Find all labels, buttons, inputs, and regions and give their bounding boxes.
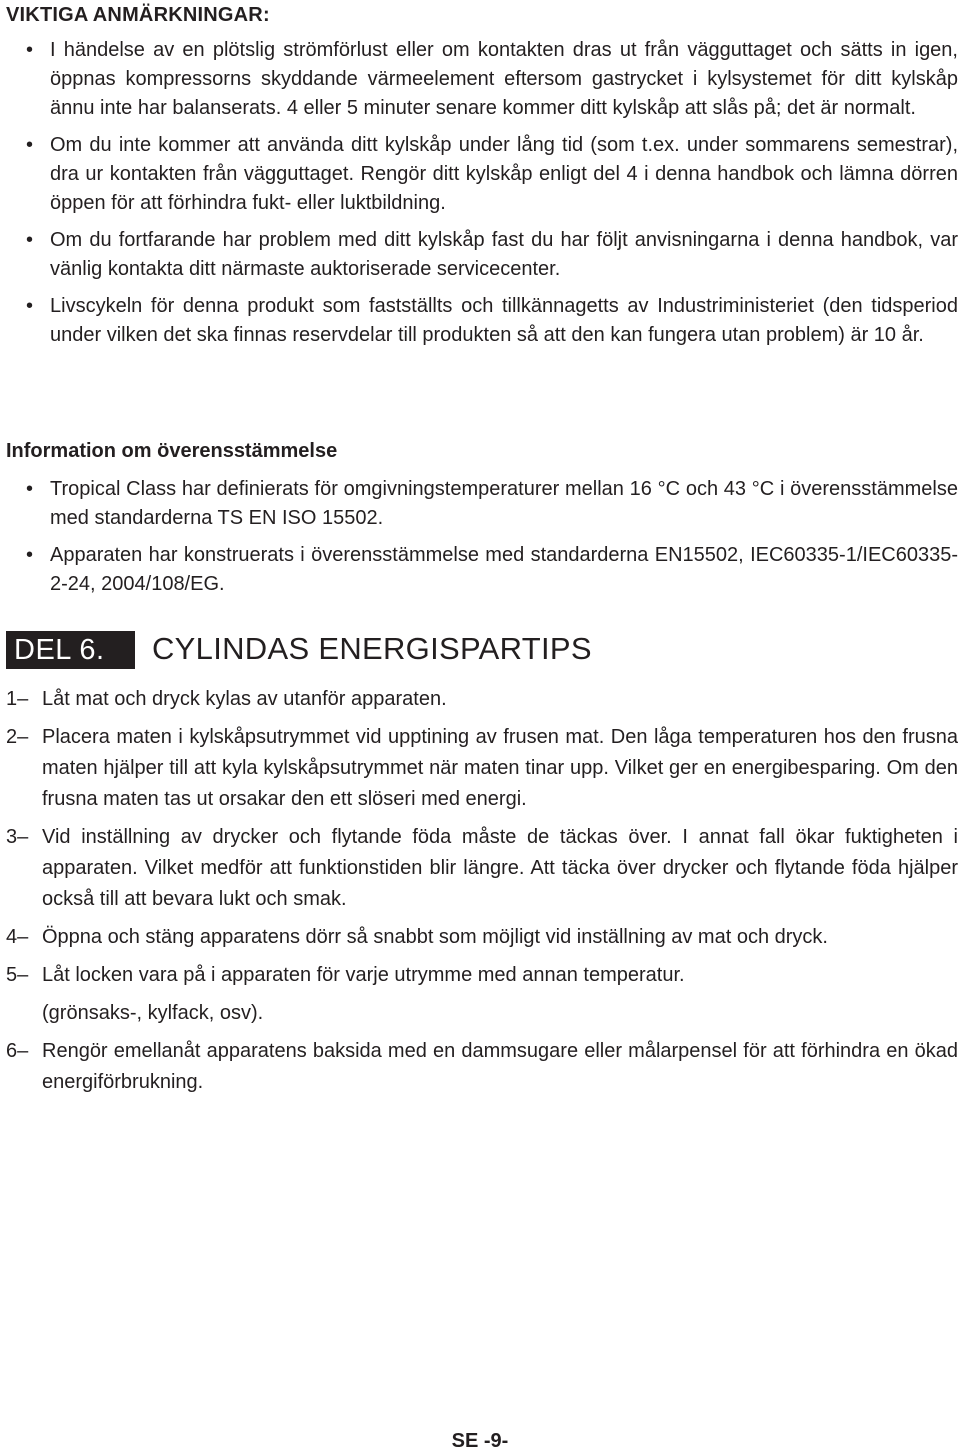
- list-item: [0, 541, 960, 599]
- list-item: [0, 226, 960, 284]
- compliance-text-1: Tropical Class har definierats för omgivningstemperaturer mellan 16 °C och 43 °C i överensstämmelse med standarderna TS EN ISO 15502.: [50, 478, 958, 529]
- tip-text: Placera maten i kylskåpsutrymmet vid upptining av frusen mat. Den låga temperaturen hos den frusna maten hjälper till att kyla kylskåpsutrymmet när maten tinar upp. Vilket ger en energibesparing. Om den frusna maten tas ut orsakar den ett slöseri med energi.: [42, 726, 958, 810]
- tip-item: [0, 722, 958, 815]
- bullet-icon: •: [26, 478, 34, 500]
- warning-text-4: Livscykeln för denna produkt som fastställts och tillkännagetts av Industriministeriet (den tidsperiod under vilken det ska finnas reservdelar till produkten så att den kan fungera utan problem) är 10 år.: [50, 295, 958, 346]
- tip-text: Låt locken vara på i apparaten för varje utrymme med annan temperatur.: [42, 964, 685, 986]
- tip-number: 6–: [6, 1040, 29, 1062]
- tip-number: 3–: [6, 826, 29, 848]
- energy-tips-list: [0, 684, 958, 1105]
- tip-text: Låt mat och dryck kylas av utanför apparaten.: [42, 688, 447, 710]
- tip-item: [0, 822, 958, 915]
- compliance-heading: Information om överensstämmelse: [6, 440, 338, 462]
- bullet-icon: •: [26, 544, 34, 566]
- tip-item: [0, 1036, 958, 1098]
- list-item: [0, 292, 960, 350]
- warning-text-2: Om du inte kommer att använda ditt kylskåp under lång tid (som t.ex. under sommarens semestrar), dra ur kontakten från vägguttaget. Rengör ditt kylskåp enligt del 4 i denna handbok och lämna dörren öppen för att förhindra fukt- eller luktbildning.: [50, 134, 958, 214]
- page-number: SE -9-: [451, 1430, 509, 1452]
- tip-number: 4–: [6, 926, 29, 948]
- tip-number: 1–: [6, 688, 29, 710]
- tip-number: 5–: [6, 964, 29, 986]
- bullet-icon: •: [26, 39, 34, 61]
- tip-text: Öppna och stäng apparatens dörr så snabbt som möjligt vid inställning av mat och dryck.: [42, 926, 828, 948]
- bullet-icon: •: [26, 295, 34, 317]
- warning-text-1: I händelse av en plötslig strömförlust eller om kontakten dras ut från vägguttaget och sätts in igen, öppnas kompressorns skyddande värmeelement eftersom gastrycket i kylsystemet för ditt kylskåp ännu inte har balanserats. 4 eller 5 minuter senare kommer ditt kylskåp att slås på; det är normalt.: [50, 39, 958, 119]
- warnings-list: [0, 36, 960, 358]
- tip-text: Rengör emellanåt apparatens baksida med en dammsugare eller målarpensel för att förhindra en ökad energiförbrukning.: [42, 1040, 958, 1093]
- warnings-heading: VIKTIGA ANMÄRKNINGAR:: [6, 4, 270, 26]
- section-title: CYLINDAS ENERGISPARTIPS: [152, 631, 592, 666]
- section-label: DEL 6.: [6, 631, 135, 669]
- tip-item: [0, 922, 958, 953]
- bullet-icon: •: [26, 229, 34, 251]
- compliance-text-2: Apparaten har konstruerats i överensstämmelse med standarderna EN15502, IEC60335-1/IEC60335-2-24, 2004/108/EG.: [50, 544, 958, 595]
- tip-item: [0, 960, 958, 1029]
- tip-text: Vid inställning av drycker och flytande föda måste de täckas över. I annat fall ökar fuktigheten i apparaten. Vilket medför att funktionstiden blir längre. Att täcka över drycker och flytande föda hjälper också till att bevara lukt och smak.: [42, 826, 958, 910]
- tip-continuation: (grönsaks-, kylfack, osv).: [42, 1002, 264, 1024]
- list-item: [0, 475, 960, 533]
- warning-text-3: Om du fortfarande har problem med ditt kylskåp fast du har följt anvisningarna i denna handbok, var vänlig kontakta ditt närmaste auktoriserade servicecenter.: [50, 229, 958, 280]
- list-item: [0, 131, 960, 218]
- compliance-list: [0, 475, 960, 607]
- list-item: [0, 36, 960, 123]
- bullet-icon: •: [26, 134, 34, 156]
- tip-number: 2–: [6, 726, 29, 748]
- tip-item: [0, 684, 958, 715]
